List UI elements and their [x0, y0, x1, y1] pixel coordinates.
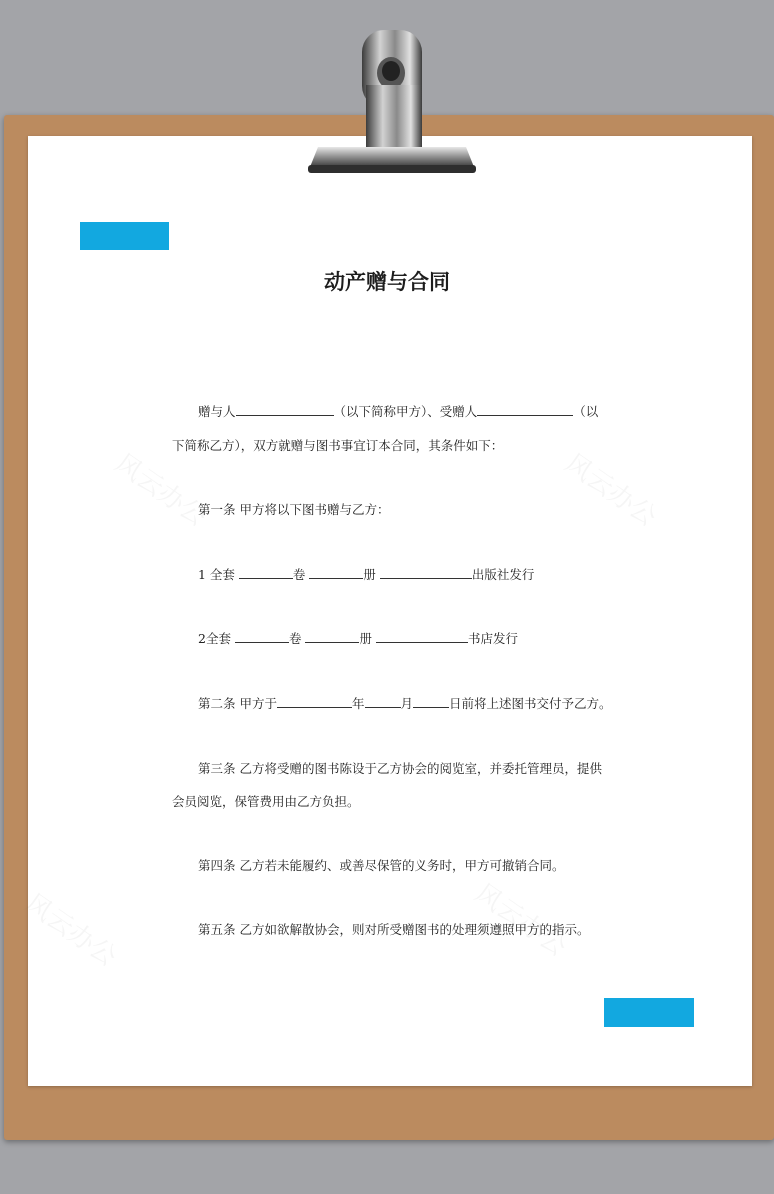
year-blank — [277, 695, 352, 708]
blank — [376, 630, 468, 643]
article-3: 第三条 乙方将受赠的图书陈设于乙方协会的阅览室，并委托管理员，提供 — [198, 761, 602, 776]
article-3-line2: 会员阅览，保管费用由乙方负担。 — [172, 794, 360, 809]
donor-blank — [236, 403, 334, 416]
blank — [309, 566, 363, 579]
book-item-2: 2全套 卷 册 书店发行 — [198, 631, 518, 646]
paragraph-parties-line2: 下简称乙方），双方就赠与图书事宜订本合同，其条件如下： — [172, 438, 504, 453]
blank — [380, 566, 472, 579]
article-5: 第五条 乙方如欲解散协会，则对所受赠图书的处理须遵照甲方的指示。 — [198, 922, 590, 937]
month-blank — [365, 695, 401, 708]
blank — [305, 630, 359, 643]
blue-tag-top — [80, 222, 169, 250]
blank — [235, 630, 289, 643]
watermark: 风云办公 — [559, 448, 662, 533]
book-item-1: 1 全套 卷 册 出版社发行 — [198, 567, 535, 582]
binder-clip-icon — [290, 25, 480, 177]
article-1: 第一条 甲方将以下图书赠与乙方： — [198, 502, 390, 517]
article-4: 第四条 乙方若未能履约、或善尽保管的义务时，甲方可撤销合同。 — [198, 858, 565, 873]
article-2: 第二条 甲方于 年 月 日前将上述图书交付予乙方。 — [198, 696, 612, 711]
watermark: 风云办公 — [109, 448, 212, 533]
watermark: 风云办公 — [469, 878, 572, 963]
paragraph-parties: 赠与人 （以下简称甲方）、受赠人 （以 — [198, 404, 599, 419]
blue-tag-bottom — [604, 998, 694, 1027]
blank — [239, 566, 293, 579]
day-blank — [413, 695, 449, 708]
recipient-blank — [477, 403, 573, 416]
document-title: 动产赠与合同 — [324, 270, 450, 294]
watermark: 风云办公 — [19, 888, 122, 973]
